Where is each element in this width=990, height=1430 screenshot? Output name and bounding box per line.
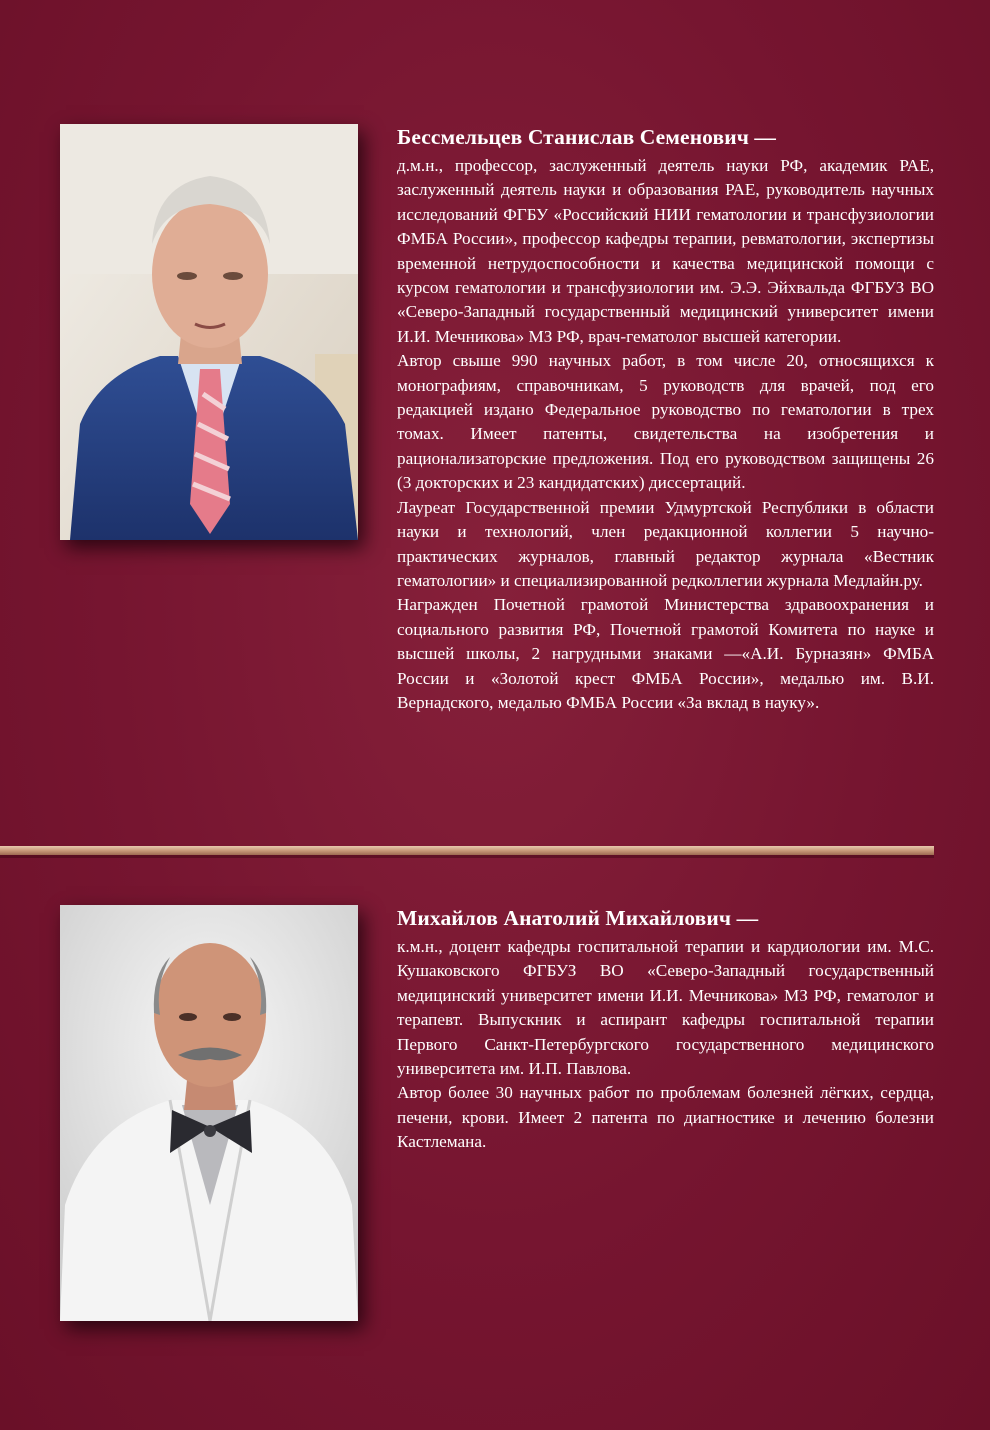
bio-paragraph: Награжден Почетной грамотой Министерства здравоохранения и социального развития РФ, Почетной грамотой Комитета по науке и высшей школы, 2 нагрудными знаками —«А.И. Бурназян» ФМБА России и «Золотой крест ФМБА России», медалью им. В.И. Вернадского, медалью ФМБА России «За вклад в науку». — [397, 595, 934, 712]
portrait-photo-1 — [60, 124, 358, 540]
person-name-2: Михайлов Анатолий Михайлович — — [397, 906, 759, 930]
biography-1 — [397, 122, 934, 715]
person-name-1: Бессмельцев Станислав Семенович — — [397, 125, 776, 149]
portrait-1-image — [60, 124, 358, 540]
portrait-photo-2 — [60, 905, 358, 1321]
bio-paragraph: Автор свыше 990 научных работ, в том числе 20, относящихся к монографиям, справочникам, 5 руководств для врачей, под его редакцией издано Федеральное руководство по гематологии в трех томах. Имеет патенты, свидетельства на изобретения и рационализаторские предложения. Под его руководством защищены 26 (3 докторских и 23 кандидатских) диссертаций. — [397, 351, 934, 493]
bio-paragraph: Автор более 30 научных работ по проблемам болезней лёгких, сердца, печени, крови. Имеет 2 патента по диагностике и лечению болезни Кастлемана. — [397, 1083, 934, 1152]
portrait-2-image — [60, 905, 358, 1321]
bio-paragraph: Лауреат Государственной премии Удмуртской Республики в области науки и технологий, член редакционной коллегии 5 научно-практических журналов, главный редактор журнала «Вестник гематологии» и специализированной редколлегии журнала Медлайн.ру. — [397, 497, 934, 590]
bio-paragraph: д.м.н., профессор, заслуженный деятель науки РФ, академик РАЕ, заслуженный деятель науки и образования РАЕ, руководитель научных исследований ФГБУ «Российский НИИ гематологии и трансфузиологии ФМБА России», профессор кафедры терапии, ревматологии, экспертизы временной нетрудоспособности и качества медицинской помощи с курсом гематологии и трансфузиологии им. Э.Э. Эйхвальда ФГБУЗ ВО «Северо-Западный государственный медицинский университет имени И.И. Мечникова» МЗ РФ, врач-гематолог высшей категории. — [397, 156, 934, 346]
bio-paragraph: к.м.н., доцент кафедры госпитальной терапии и кардиологии им. М.С. Кушаковского ФГБУЗ ВО «Северо-Западный государственный медицинский университет имени И.И. Мечникова» МЗ РФ, гематолог и терапевт. Выпускник и аспирант кафедры госпитальной терапии Первого Санкт-Петербургского государственного медицинского университета им. И.П. Павлова. — [397, 937, 934, 1079]
section-divider — [0, 846, 934, 855]
biography-2 — [397, 903, 934, 1155]
